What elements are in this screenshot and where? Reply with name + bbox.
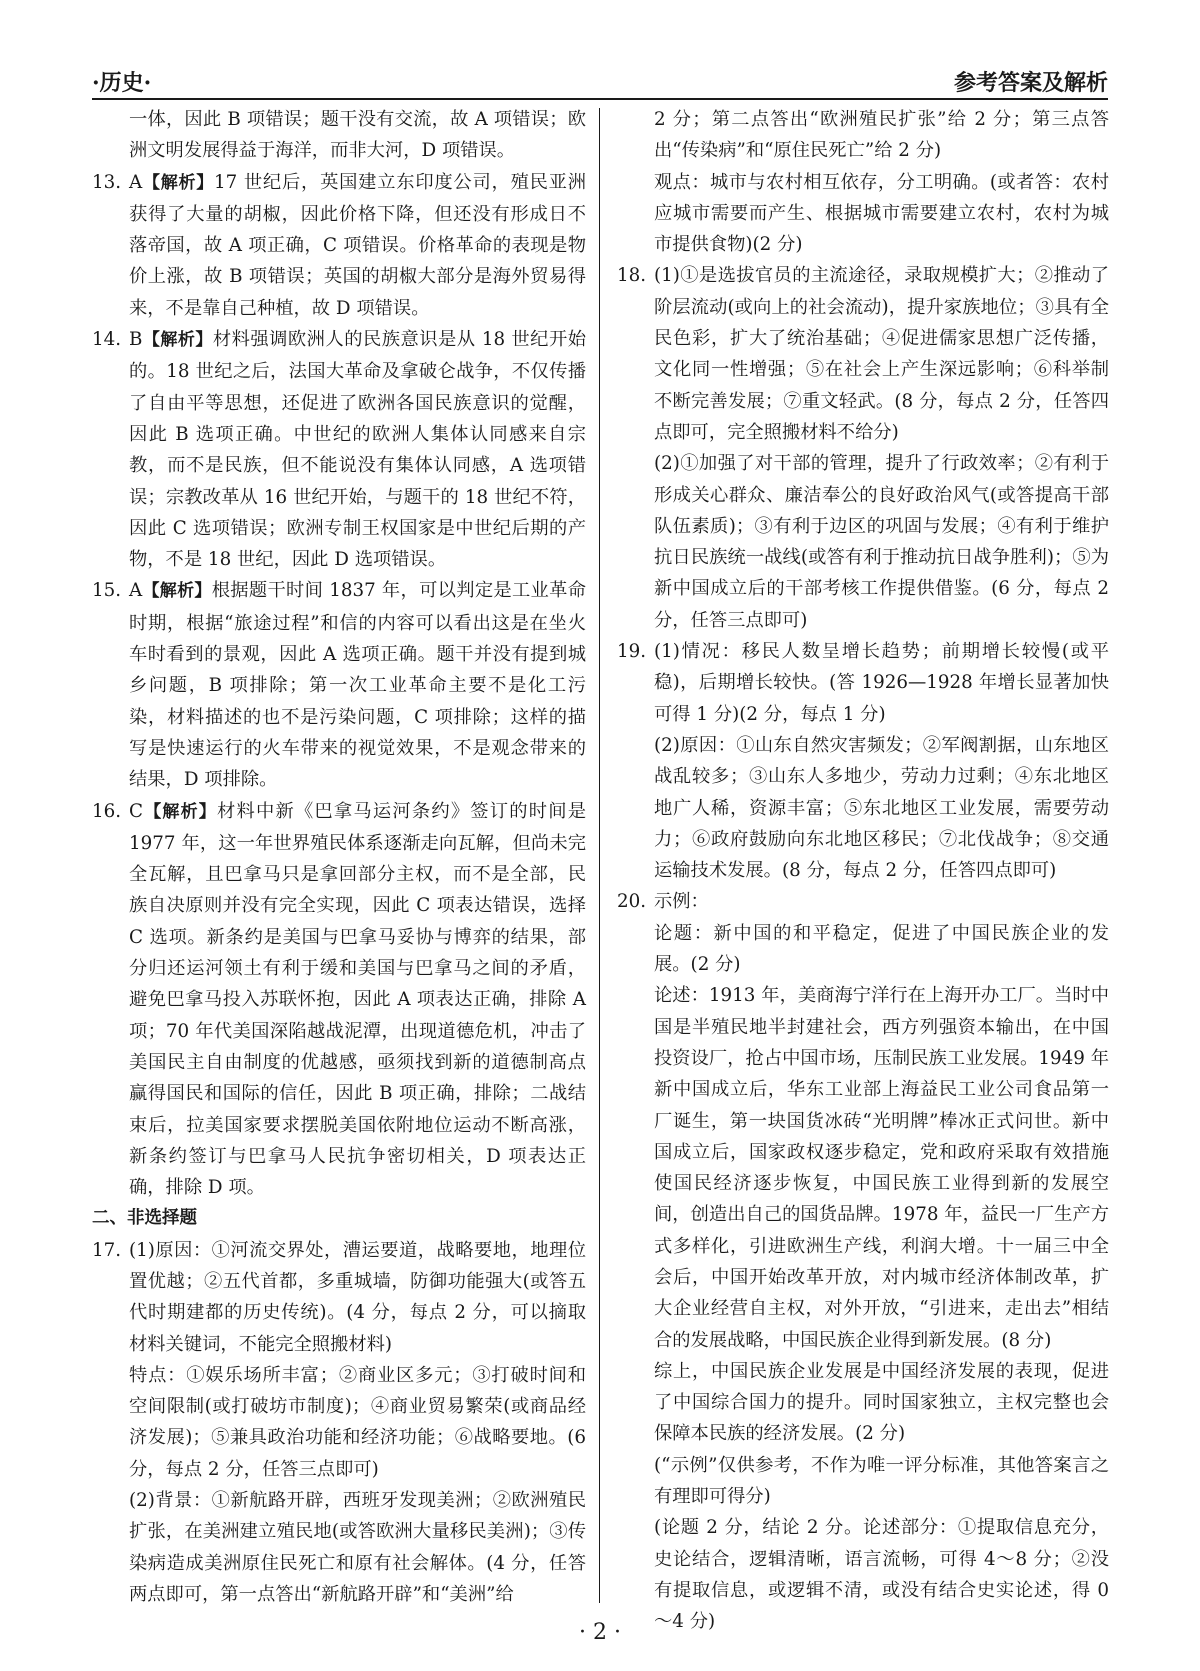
header-title: 参考答案及解析 xyxy=(953,70,1108,96)
page-header xyxy=(92,62,1108,100)
question-number: 14. xyxy=(92,329,122,351)
analysis-text: 根据题干时间 1837 年，可以判定是工业革命时期，根据“旅途过程”和信的内容可以看出这是在坐火车时看到的景观，因此 A 选项正确。题干并没有提到城乡问题，B 项排除；第一次工业革命主要不是化工污染，材料描述的也不是污染问题，C 项排除；这样的描写是快速运行的火车带来的视觉效果，不是观念带来的结果，D 项排除。 xyxy=(129,580,586,791)
answer-17 xyxy=(92,1235,586,1611)
answer-paragraph: (2)①加强了对干部的管理，提升了行政效率；②有利于形成关心群众、廉洁奉公的良好政治风气(或答提高干部队伍素质)；③有利于边区的巩固与发展；④有利于维护抗日民族统一战线(或答有利于推动抗日战争胜利)；⑤为新中国成立后的干部考核工作提供借鉴。(6 分，每点 2 分，任答三点即可) xyxy=(654,453,1109,631)
left-column xyxy=(92,104,586,1610)
answer-letter: B xyxy=(129,329,143,351)
question-number: 17. xyxy=(92,1239,122,1261)
answer-paragraph: 论题：新中国的和平稳定，促进了中国民族企业的发展。(2 分) xyxy=(654,922,1109,976)
answer-14 xyxy=(92,324,586,575)
answer-13 xyxy=(92,167,586,324)
section-heading: 二、非选择题 xyxy=(92,1208,197,1229)
continued-text: 2 分；第二点答出“欧洲殖民扩张”给 2 分；第三点答出“传染病”和“原住民死亡”给 2 分) xyxy=(654,109,1109,162)
page-number: · 2 · xyxy=(579,1620,621,1645)
column-divider xyxy=(599,108,600,1603)
subject-label: ·历史· xyxy=(92,70,152,96)
continued-text: 一体，因此 B 项错误；题干没有交流，故 A 项错误；欧洲文明发展得益于海洋，而非大河，D 项错误。 xyxy=(129,109,586,162)
answer-paragraph: (论题 2 分，结论 2 分。论述部分：①提取信息充分，史论结合，逻辑清晰，语言流畅，可得 4～8 分；②没有提取信息，或逻辑不清，或没有结合史实论述，得 0～4 分) xyxy=(654,1517,1109,1633)
answer-19 xyxy=(617,636,1109,886)
answer-18 xyxy=(617,260,1109,636)
answer-paragraph: (2)背景：①新航路开辟，西班牙发现美洲；②欧洲殖民扩张，在美洲建立殖民地(或答欧洲大量移民美洲)；③传染病造成美洲原住民死亡和原有社会解体。(4 分，任答两点即可，第一点答出“新航路开辟”和“美洲”给 xyxy=(129,1490,586,1605)
answer-paragraph: (1)情况：移民人数呈增长趋势；前期增长较慢(或平稳)，后期增长较快。(答 1926—1928 年增长显著加快可得 1 分)(2 分，每点 1 分) xyxy=(654,641,1109,725)
question-number: 19. xyxy=(617,641,647,663)
analysis-text: 17 世纪后，英国建立东印度公司，殖民亚洲获得了大量的胡椒，因此价格下降，但还没有形成日不落帝国，故 A 项正确，C 项错误。价格革命的表现是物价上涨，故 B 项错误；英国的胡椒大部分是海外贸易得来，不是靠自己种植，故 D 项错误。 xyxy=(129,171,587,319)
analysis-text: 材料强调欧洲人的民族意识是从 18 世纪开始的。18 世纪之后，法国大革命及拿破仑战争，不仅传播了自由平等思想，还促进了欧洲各国民族意识的觉醒，因此 B 选项正确。中世纪的欧洲人集体认同感来自宗教，而不是民族，但不能说没有集体认同感，A 选项错误；宗教改革从 16 世纪开始，与题干的 18 世纪不符，因此 C 选项错误；欧洲专制王权国家是中世纪后期的产物，不是 18 世纪，因此 D 选项错误。 xyxy=(129,329,586,571)
analysis-tag: 【解析】 xyxy=(142,172,215,193)
analysis-tag: 【解析】 xyxy=(142,581,212,602)
answer-16 xyxy=(92,796,586,1204)
answer-letter: C xyxy=(129,800,143,822)
question-number: 13. xyxy=(92,171,122,193)
question-number: 18. xyxy=(617,265,647,287)
answer-20 xyxy=(617,886,1109,1637)
answer-paragraph: (“示例”仅供参考，不作为唯一评分标准，其他答案言之有理即可得分) xyxy=(654,1454,1109,1508)
answer-paragraph: 综上，中国民族企业发展是中国经济发展的表现，促进了中国综合国力的提升。同时国家独立，主权完整也会保障本民族的经济发展。(2 分) xyxy=(654,1360,1109,1445)
analysis-tag: 【解析】 xyxy=(142,330,213,351)
answer-paragraph: (1)①是选拔官员的主流途径，录取规模扩大；②推动了阶层流动(或向上的社会流动)，提升家族地位；③具有全民色彩，扩大了统治基础；④促进儒家思想广泛传播，文化同一性增强；⑤在社会上产生深远影响；⑥科举制不断完善发展；⑦重文轻武。(8 分，每点 2 分，任答四点即可，完全照搬材料不给分) xyxy=(654,265,1109,443)
analysis-text: 材料中新《巴拿马运河条约》签订的时间是 1977 年，这一年世界殖民体系逐渐走向瓦解，但尚未完全瓦解，且巴拿马只是拿回部分主权，而不是全部，民族自决原则并没有完全实现，因此 C 项表达错误，选择 C 选项。新条约是美国与巴拿马妥协与博弈的结果，部分归还运河领土有利于缓和美国与巴拿马之间的矛盾，避免巴拿马投入苏联怀抱，因此 A 项表达正确，排除 A 项；70 年代美国深陷越战泥潭，出现道德危机，冲击了美国民主自由制度的优越感，亟须找到新的道德制高点赢得国民和国际的信任，因此 B 项正确，排除；二战结束后，拉美国家要求摆脱美国依附地位运动不断高涨，新条约签订与巴拿马人民抗争密切相关，D 项表达正确，排除 D 项。 xyxy=(129,800,587,1199)
question-number: 20. xyxy=(617,891,647,913)
question-number: 16. xyxy=(92,800,122,822)
answer-letter: A xyxy=(129,580,143,602)
answer-letter: A xyxy=(129,171,143,193)
answer-paragraph: (1)原因：①河流交界处，漕运要道，战略要地，地理位置优越；②五代首都，多重城墙，防御功能强大(或答五代时期建都的历史传统)。(4 分，每点 2 分，可以摘取材料关键词，不能完全照搬材料) xyxy=(129,1239,586,1355)
answer-paragraph: 论述：1913 年，美商海宁洋行在上海开办工厂。当时中国是半殖民地半封建社会，西方列强资本输出，在中国投资设厂，抢占中国市场，压制民族工业发展。1949 年新中国成立后，华东工业部上海益民工业公司食品第一厂诞生，第一块国货冰砖“光明牌”棒冰正式问世。新中国成立后，国家政权逐步稳定，党和政府采取有效措施使国民经济逐步恢复，中国民族工业得到新的发展空间，创造出自己的国货品牌。1978 年，益民一厂生产方式多样化，引进欧洲生产线，利润大增。十一届三中全会后，中国开始改革开放，对内城市经济体制改革，扩大企业经营自主权，对外开放，“引进来，走出去”相结合的发展战略，中国民族企业得到新发展。(8 分) xyxy=(654,985,1109,1351)
answer-paragraph: 示例： xyxy=(654,891,709,913)
answer-paragraph: 特点：①娱乐场所丰富；②商业区多元；③打破时间和空间限制(或打破坊市制度)；④商业贸易繁荣(或商品经济发展)；⑤兼具政治功能和经济功能；⑥战略要地。(6 分，每点 2 分，任答三点即可) xyxy=(129,1364,586,1480)
answer-15 xyxy=(92,575,586,795)
answer-paragraph: (2)原因：①山东自然灾害频发；②军阀割据，山东地区战乱较多；③山东人多地少，劳动力过剩；④东北地区地广人稀，资源丰富；⑤东北地区工业发展，需要劳动力；⑥政府鼓励向东北地区移民；⑦北伐战争；⑧交通运输技术发展。(8 分，每点 2 分，任答四点即可) xyxy=(654,734,1109,882)
analysis-tag: 【解析】 xyxy=(143,801,218,822)
continued-text: 观点：城市与农村相互依存，分工明确。(或者答：农村应城市需要而产生、根据城市需要建立农村，农村为城市提供食物)(2 分) xyxy=(654,171,1109,256)
question-number: 15. xyxy=(92,580,122,602)
right-column xyxy=(617,104,1109,1638)
